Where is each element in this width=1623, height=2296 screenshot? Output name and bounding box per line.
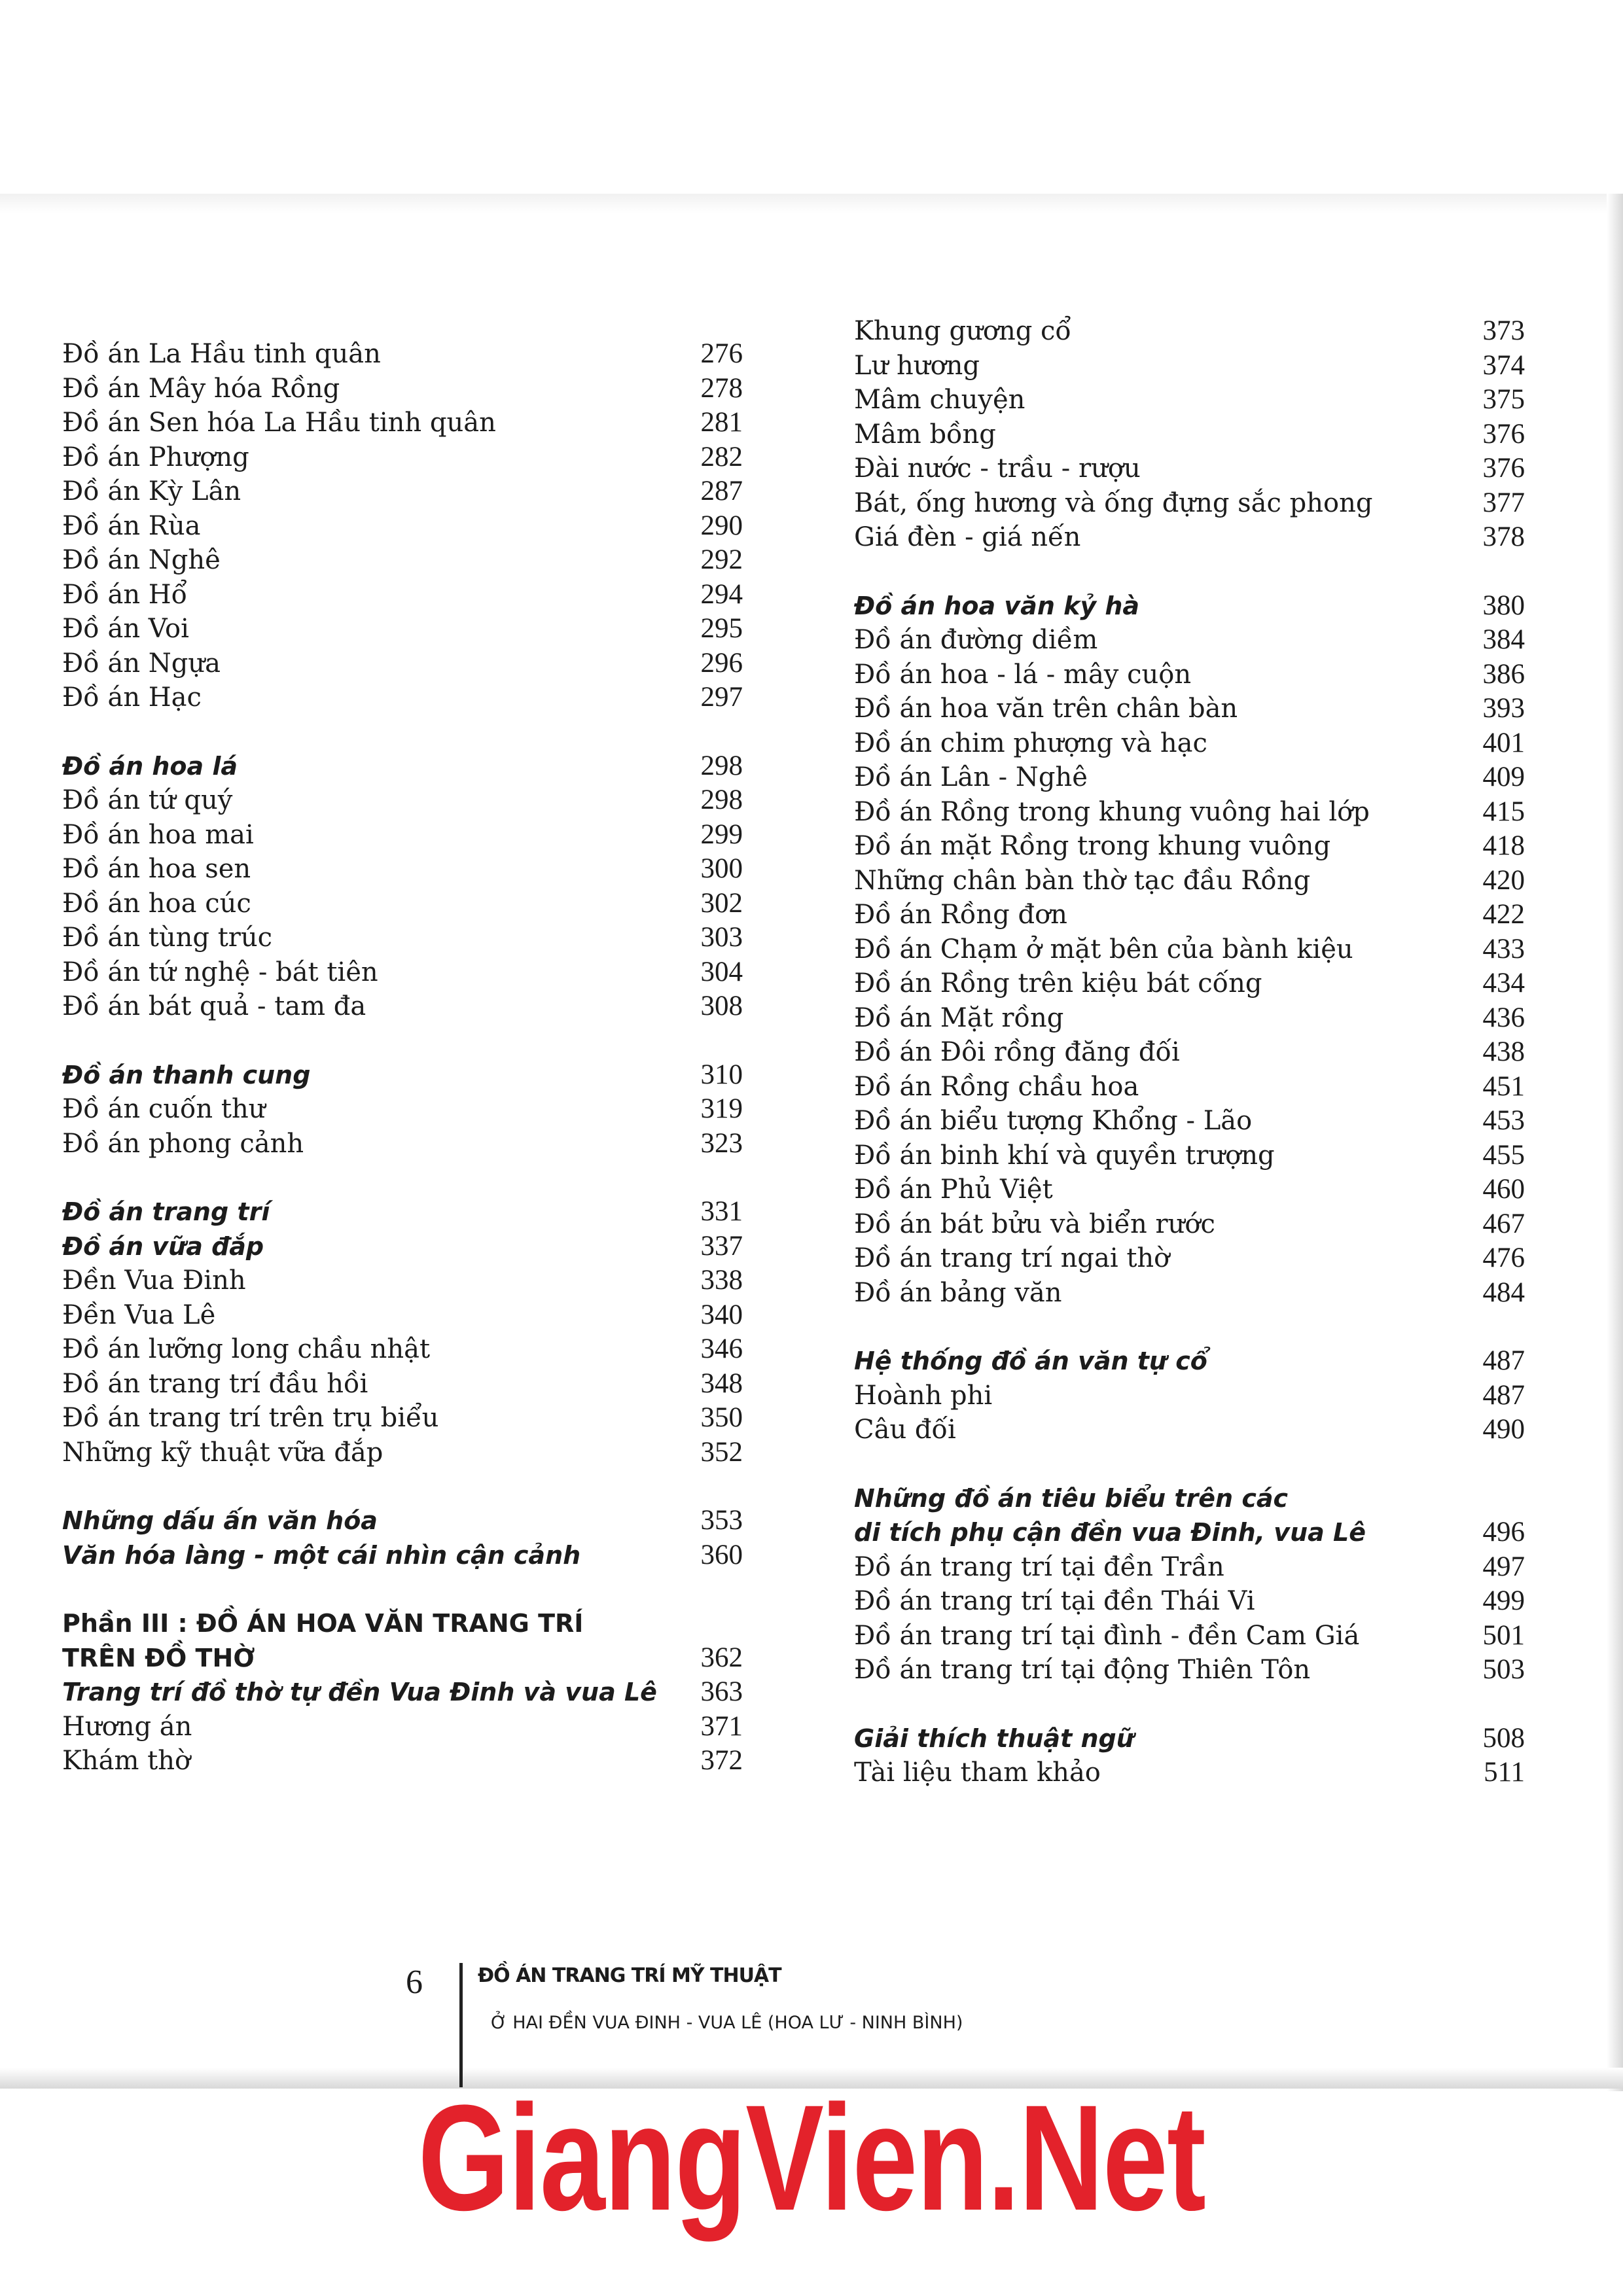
toc-entry: [854, 1722, 1525, 1756]
toc-entry-title: Đồ án tứ nghệ - bát tiên: [62, 957, 378, 987]
toc-entry-title: Đồ án La Hầu tinh quân: [62, 339, 381, 369]
toc-entry-page: 503: [1482, 1654, 1525, 1685]
toc-entry: [854, 314, 1525, 349]
toc-entry-page: 438: [1482, 1036, 1525, 1067]
toc-entry: [62, 1436, 743, 1470]
toc-entry: [854, 1104, 1525, 1139]
toc-entry-title: Đồ án trang trí tại đền Trần: [854, 1551, 1224, 1582]
toc-entry-title: Đồ án Kỳ Lân: [62, 476, 241, 506]
toc-entry-title: Đồ án Sen hóa La Hầu tinh quân: [62, 408, 496, 438]
toc-group: [62, 1606, 743, 1778]
toc-entry-page: 323: [700, 1127, 743, 1159]
toc-entry: [62, 440, 743, 475]
toc-entry: [62, 1606, 743, 1675]
toc-entry: [854, 1276, 1525, 1311]
toc-entry: [854, 623, 1525, 658]
toc-entry-page: 298: [700, 750, 743, 781]
toc-entry-page: 409: [1482, 762, 1525, 792]
toc-entry-page: 296: [700, 647, 743, 679]
toc-entry-title: Đồ án chim phượng và hạc: [854, 728, 1207, 758]
toc-group: [854, 314, 1525, 555]
toc-entry-page: 484: [1482, 1277, 1525, 1308]
toc-entry: [854, 520, 1525, 555]
page-right-shadow: [1607, 194, 1623, 2091]
toc-entry-page: 415: [1482, 796, 1525, 827]
toc-entry-title: Đồ án Ngựa: [62, 648, 221, 679]
toc-entry-title: Đồ án hoa - lá - mây cuộn: [854, 659, 1192, 690]
toc-entry-title: Đồ án hoa văn kỷ hà: [854, 591, 1140, 620]
toc-entry-title: Đồ án phong cảnh: [62, 1128, 304, 1159]
toc-entry: [854, 1241, 1525, 1276]
toc-entry-page: 501: [1482, 1619, 1525, 1651]
toc-entry-title: Đồ án tứ quý: [62, 785, 233, 815]
toc-group: [62, 1058, 743, 1161]
toc-entry-page: 363: [700, 1676, 743, 1707]
toc-entry: [854, 760, 1525, 795]
toc-entry-title: Tài liệu tham khảo: [854, 1757, 1101, 1788]
toc-entry-title: Hoành phi: [854, 1380, 993, 1411]
toc-group: [854, 1481, 1525, 1687]
toc-entry-title: Phần III : ĐỒ ÁN HOA VĂN TRANG TRÍ TRÊN ĐỒ THỜ: [62, 1609, 584, 1672]
toc-entry: [62, 818, 743, 853]
toc-entry-page: 310: [700, 1059, 743, 1090]
toc-entry: [62, 1298, 743, 1333]
toc-entry-page: 487: [1482, 1379, 1525, 1411]
toc-entry: [62, 337, 743, 372]
toc-entry-page: 434: [1482, 968, 1525, 998]
toc-entry: [854, 658, 1525, 692]
toc-entry-page: 303: [700, 922, 743, 953]
toc-entry-title: Đồ án Hổ: [62, 579, 188, 610]
toc-entry-page: 302: [700, 887, 743, 919]
toc-entry-page: 496: [1482, 1517, 1525, 1547]
toc-entry-page: 362: [700, 1642, 743, 1673]
toc-entry-title: Đồ án bát bửu và biển rước: [854, 1209, 1215, 1239]
toc-entry-title: Đồ án trang trí tại đền Thái Vi: [854, 1586, 1255, 1616]
toc-entry: [62, 1058, 743, 1093]
toc-entry: [62, 1092, 743, 1127]
toc-entry-title: Mâm bồng: [854, 419, 996, 450]
toc-entry-page: 380: [1482, 590, 1525, 621]
toc-entry-page: 374: [1482, 349, 1525, 381]
toc-entry-title: Đồ án bát quả - tam đa: [62, 991, 366, 1021]
toc-entry: [854, 383, 1525, 417]
toc-entry: [62, 1332, 743, 1367]
toc-entry: [62, 1401, 743, 1436]
toc-entry: [62, 509, 743, 544]
toc-entry-page: 299: [700, 819, 743, 850]
toc-entry-page: 375: [1482, 384, 1525, 415]
footer-divider: [459, 1963, 463, 2087]
toc-entry-title: Đồ án Rồng trong khung vuông hai lớp: [854, 796, 1370, 827]
toc-entry: [62, 1538, 743, 1573]
toc-entry-page: 373: [1482, 315, 1525, 346]
toc-entry-title: Đồ án trang trí đầu hồi: [62, 1368, 368, 1399]
toc-entry-title: Đồ án Rồng chầu hoa: [854, 1071, 1139, 1102]
toc-entry-page: 337: [700, 1230, 743, 1262]
toc-entry-page: 372: [700, 1745, 743, 1776]
toc-entry-title: Giải thích thuật ngữ: [854, 1723, 1134, 1753]
toc-entry-title: Mâm chuyện: [854, 385, 1026, 415]
toc-entry-title: Đồ án hoa văn trên chân bàn: [854, 694, 1238, 724]
toc-entry-page: 304: [700, 956, 743, 987]
toc-entry-title: Đồ án biểu tượng Khổng - Lão: [854, 1106, 1253, 1136]
toc-entry-title: Giá đèn - giá nến: [854, 522, 1081, 552]
toc-entry-title: Đồ án hoa lá: [62, 751, 238, 781]
toc-entry-title: Đồ án hoa sen: [62, 854, 251, 884]
toc-entry: [854, 1139, 1525, 1173]
toc-entry: [854, 829, 1525, 864]
toc-entry: [62, 1744, 743, 1778]
toc-entry: [62, 474, 743, 509]
toc-entry-title: Câu đối: [854, 1415, 956, 1445]
toc-entry: [854, 1619, 1525, 1653]
toc-group: [854, 589, 1525, 1311]
toc-entry-page: 287: [700, 476, 743, 506]
toc-entry-page: 371: [700, 1710, 743, 1742]
toc-entry: [854, 1481, 1525, 1550]
toc-entry-page: 298: [700, 785, 743, 815]
toc-entry-page: 350: [700, 1402, 743, 1433]
toc-group: [62, 337, 743, 715]
toc-entry-title: Những đồ án tiêu biểu trên các di tích phụ cận đền vua Đinh, vua Lê: [854, 1483, 1366, 1547]
toc-entry-title: Những dấu ấn văn hóa: [62, 1506, 378, 1535]
toc-entry-page: 467: [1482, 1208, 1525, 1239]
toc-entry-page: 490: [1482, 1414, 1525, 1445]
toc-entry-title: Đồ án Rùa: [62, 510, 201, 541]
toc-entry-page: 401: [1482, 727, 1525, 758]
toc-entry: [854, 1035, 1525, 1070]
toc-entry-title: Đồ án Nghê: [62, 545, 221, 575]
toc-entry-title: Đồ án vữa đắp: [62, 1231, 264, 1261]
toc-entry-title: Khung gương cổ: [854, 316, 1071, 346]
toc-entry: [62, 680, 743, 715]
toc-entry-page: 499: [1482, 1585, 1525, 1616]
toc-group: [62, 749, 743, 1024]
toc-entry-page: 384: [1482, 624, 1525, 655]
toc-entry-page: 393: [1482, 693, 1525, 724]
toc-entry-title: Đồ án Mặt rồng: [854, 1002, 1064, 1033]
toc-entry-title: Đồ án Rồng trên kiệu bát cống: [854, 968, 1262, 998]
toc-entry-title: Văn hóa làng - một cái nhìn cận cảnh: [62, 1540, 581, 1570]
toc-entry-title: Đài nước - trầu - rượu: [854, 453, 1141, 484]
toc-entry: [854, 864, 1525, 898]
toc-entry-page: 352: [700, 1436, 743, 1468]
toc-entry: [854, 1379, 1525, 1413]
toc-entry: [854, 795, 1525, 830]
toc-entry-title: Đền Vua Lê: [62, 1299, 216, 1330]
toc-entry-page: 436: [1482, 1002, 1525, 1033]
toc-entry-title: Hệ thống đồ án văn tự cổ: [854, 1347, 1207, 1375]
toc-entry-page: 297: [700, 682, 743, 713]
toc-entry-title: Những kỹ thuật vữa đắp: [62, 1437, 383, 1468]
toc-entry-title: Đồ án thanh cung: [62, 1060, 311, 1089]
toc-entry: [854, 589, 1525, 624]
toc-entry-page: 346: [700, 1333, 743, 1364]
toc-entry: [62, 1263, 743, 1298]
toc-entry: [854, 898, 1525, 932]
toc-entry-page: 451: [1482, 1070, 1525, 1102]
toc-entry-title: Những chân bàn thờ tạc đầu Rồng: [854, 865, 1311, 896]
toc-entry-page: 290: [700, 510, 743, 541]
toc-entry: [62, 1229, 743, 1264]
toc-group: [62, 1504, 743, 1572]
toc-entry-page: 487: [1482, 1345, 1525, 1376]
toc-entry-title: Đồ án trang trí ngai thờ: [854, 1243, 1170, 1273]
toc-entry: [62, 1367, 743, 1402]
toc-entry: [62, 783, 743, 818]
toc-entry-page: 508: [1482, 1722, 1525, 1754]
toc-entry: [854, 1584, 1525, 1619]
toc-entry-page: 386: [1482, 658, 1525, 690]
toc-entry-page: 295: [700, 613, 743, 644]
toc-entry: [854, 1207, 1525, 1242]
toc-entry-title: Đồ án Lân - Nghê: [854, 762, 1088, 792]
toc-entry: [62, 1710, 743, 1744]
toc-entry-title: Đền Vua Đinh: [62, 1265, 246, 1296]
toc-entry-page: 433: [1482, 933, 1525, 964]
toc-entry: [62, 749, 743, 784]
footer-book-title: ĐỒ ÁN TRANG TRÍ MỸ THUẬT: [478, 1964, 781, 1987]
toc-right-column: [854, 314, 1525, 1824]
toc-entry-title: Lư hương: [854, 350, 980, 381]
toc-entry-title: Đồ án Phượng: [62, 442, 249, 472]
toc-entry-title: Đồ án Mây hóa Rồng: [62, 373, 340, 404]
toc-entry: [854, 349, 1525, 383]
toc-entry-page: 453: [1482, 1105, 1525, 1136]
toc-entry-page: 455: [1482, 1139, 1525, 1171]
toc-entry-page: 276: [700, 338, 743, 369]
toc-entry-title: Bát, ống hương và ống đựng sắc phong: [854, 487, 1373, 518]
toc-entry: [854, 1070, 1525, 1104]
toc-entry: [854, 932, 1525, 967]
toc-entry: [62, 921, 743, 955]
toc-entry-title: Đồ án Voi: [62, 614, 189, 644]
toc-entry: [62, 646, 743, 681]
page-number: 6: [406, 1964, 423, 2001]
toc-entry: [62, 1504, 743, 1538]
toc-entry: [62, 612, 743, 646]
toc-entry-title: Đồ án đường diềm: [854, 625, 1098, 655]
toc-entry: [854, 1413, 1525, 1447]
toc-entry-title: Đồ án bảng văn: [854, 1277, 1062, 1308]
toc-entry-title: Đồ án hoa cúc: [62, 888, 251, 919]
toc-entry-title: Đồ án Phủ Việt: [854, 1174, 1053, 1205]
toc-entry-title: Đồ án Đôi rồng đăng đối: [854, 1037, 1180, 1067]
toc-entry: [62, 543, 743, 578]
toc-group: [854, 1344, 1525, 1447]
footer-book-subtitle: Ở HAI ĐỀN VUA ĐINH - VUA LÊ (HOA LƯ - NINH BÌNH): [491, 2013, 963, 2033]
toc-entry-page: 378: [1482, 521, 1525, 552]
toc-entry-page: 282: [700, 441, 743, 472]
page-top-shadow: [0, 194, 1623, 213]
toc-entry: [854, 486, 1525, 521]
toc-entry-title: Đồ án trang trí tại đình - đền Cam Giá: [854, 1620, 1360, 1651]
toc-entry: [854, 1756, 1525, 1790]
toc-entry: [854, 966, 1525, 1001]
toc-entry: [854, 417, 1525, 452]
toc-entry-page: 511: [1484, 1757, 1525, 1788]
toc-entry: [62, 578, 743, 612]
toc-entry: [854, 1550, 1525, 1585]
toc-entry-page: 281: [700, 407, 743, 438]
toc-entry-page: 418: [1482, 830, 1525, 861]
toc-entry-page: 294: [700, 578, 743, 610]
toc-entry-page: 292: [700, 544, 743, 575]
toc-entry: [854, 1173, 1525, 1207]
toc-entry: [854, 726, 1525, 761]
toc-entry: [854, 692, 1525, 726]
toc-entry-title: Đồ án cuốn thư: [62, 1094, 266, 1124]
toc-entry: [854, 1653, 1525, 1687]
toc-entry-page: 377: [1482, 487, 1525, 518]
toc-entry-title: Hương án: [62, 1711, 192, 1742]
toc-entry-title: Đồ án hoa mai: [62, 819, 254, 850]
toc-entry: [854, 1344, 1525, 1379]
toc-entry-page: 331: [700, 1196, 743, 1227]
toc-entry-page: 360: [700, 1539, 743, 1570]
toc-entry-page: 497: [1482, 1551, 1525, 1582]
toc-entry: [854, 1001, 1525, 1036]
toc-entry-page: 348: [700, 1368, 743, 1399]
site-watermark: GiangVien.Net: [418, 2074, 1205, 2242]
toc-entry: [62, 372, 743, 406]
toc-entry: [62, 406, 743, 440]
toc-entry-page: 308: [700, 991, 743, 1021]
toc-entry: [62, 955, 743, 990]
toc-entry-page: 376: [1482, 418, 1525, 450]
toc-entry-title: Đồ án Rồng đơn: [854, 900, 1067, 930]
toc-entry-page: 300: [700, 853, 743, 884]
toc-entry-title: Đồ án Hạc: [62, 682, 202, 713]
toc-entry: [62, 887, 743, 921]
toc-entry: [62, 1195, 743, 1229]
toc-entry: [854, 451, 1525, 486]
toc-entry-title: Đồ án lưỡng long chầu nhật: [62, 1334, 431, 1364]
toc-group: [62, 1195, 743, 1470]
toc-entry-page: 278: [700, 372, 743, 404]
toc-entry-page: 353: [700, 1505, 743, 1536]
toc-entry-title: Đồ án Chạm ở mặt bên của bành kiệu: [854, 934, 1353, 964]
toc-entry-title: Đồ án binh khí và quyền trượng: [854, 1140, 1275, 1171]
toc-entry: [62, 989, 743, 1024]
toc-entry: [62, 852, 743, 887]
toc-entry-title: Đồ án trang trí: [62, 1197, 270, 1226]
toc-entry-page: 460: [1482, 1174, 1525, 1205]
toc-entry-title: Khám thờ: [62, 1746, 191, 1776]
toc-entry-page: 319: [700, 1093, 743, 1124]
toc-left-column: [62, 337, 743, 1812]
toc-entry: [62, 1675, 743, 1710]
toc-entry-title: Đồ án mặt Rồng trong khung vuông: [854, 831, 1331, 861]
toc-entry-page: 338: [700, 1265, 743, 1296]
toc-entry-title: Đồ án tùng trúc: [62, 923, 273, 953]
toc-entry-page: 340: [700, 1299, 743, 1330]
toc-entry-page: 420: [1482, 864, 1525, 896]
toc-entry-page: 422: [1482, 899, 1525, 930]
toc-entry: [62, 1127, 743, 1161]
toc-entry-title: Đồ án trang trí tại động Thiên Tôn: [854, 1655, 1311, 1685]
toc-entry-page: 476: [1482, 1243, 1525, 1273]
toc-group: [854, 1722, 1525, 1790]
toc-entry-page: 376: [1482, 453, 1525, 484]
toc-entry-title: Trang trí đồ thờ tự đền Vua Đinh và vua Lê: [62, 1678, 657, 1706]
toc-entry-title: Đồ án trang trí trên trụ biểu: [62, 1403, 439, 1433]
